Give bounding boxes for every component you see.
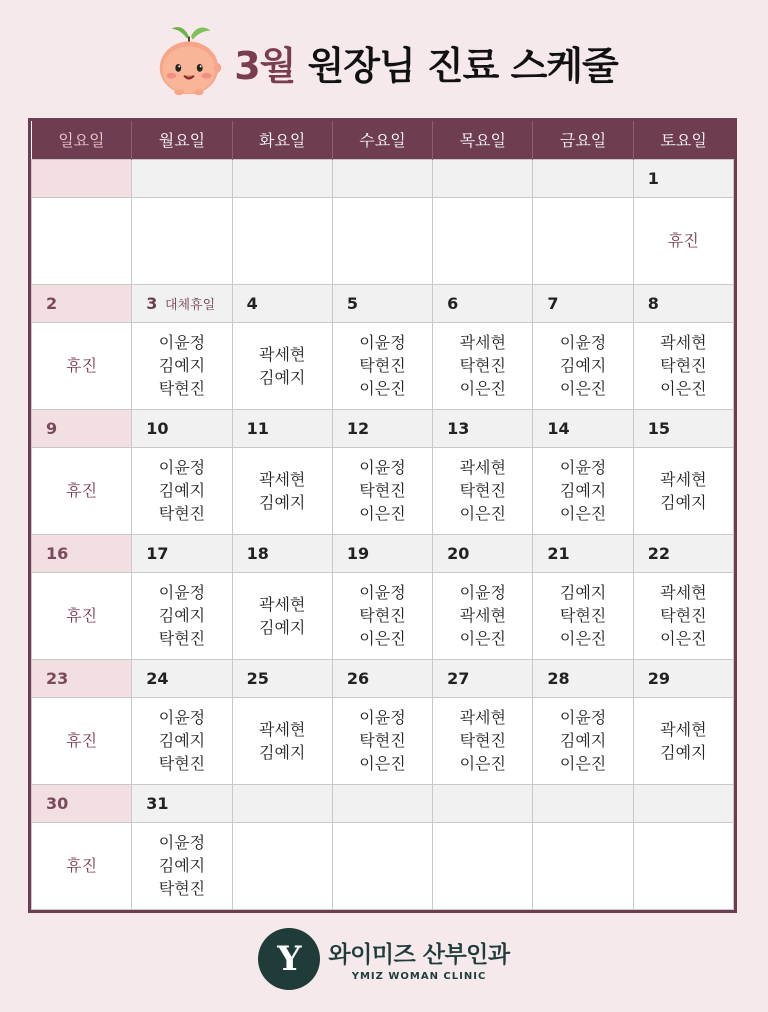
doctor-name: 김예지 <box>259 492 306 512</box>
doctor-name: 탁현진 <box>158 379 206 399</box>
date-cell <box>332 409 432 447</box>
schedule-calendar <box>28 118 737 913</box>
date-row <box>32 159 734 197</box>
date-cell <box>32 534 132 572</box>
title-month: 3월 <box>234 43 296 88</box>
date-cell <box>332 534 432 572</box>
date-number: 14 <box>547 418 570 438</box>
empty-doctor-cell <box>232 197 332 284</box>
date-row <box>32 659 734 697</box>
date-row <box>32 284 734 322</box>
date-number: 23 <box>46 668 69 688</box>
date-number: 15 <box>647 418 670 438</box>
date-number: 27 <box>447 668 470 688</box>
doctor-name: 김예지 <box>660 742 707 762</box>
doctor-name: 이윤정 <box>359 458 406 478</box>
date-number: 21 <box>547 543 570 563</box>
empty-doctor-cell <box>332 822 432 909</box>
closed-label: 휴진 <box>66 356 98 376</box>
doctor-name: 이은진 <box>660 379 707 399</box>
doctor-name: 이윤정 <box>559 708 607 728</box>
doctor-name: 이은진 <box>359 379 406 399</box>
doctor-name: 이윤정 <box>158 458 206 478</box>
date-cell <box>433 534 533 572</box>
empty-doctor-cell <box>533 822 633 909</box>
doctor-cell <box>633 197 733 284</box>
date-cell <box>533 534 633 572</box>
doctor-name: 탁현진 <box>158 754 206 774</box>
empty-date-cell <box>633 784 733 822</box>
doctor-name: 김예지 <box>559 356 607 376</box>
date-cell <box>633 159 733 197</box>
doctor-name: 이은진 <box>559 504 607 524</box>
doctor-row <box>32 822 734 909</box>
peach-mascot-icon <box>150 23 228 101</box>
doctor-cell <box>232 322 332 409</box>
date-number: 24 <box>146 668 169 688</box>
doctor-row <box>32 572 734 659</box>
doctor-name: 곽세현 <box>660 333 707 353</box>
doctor-name: 이은진 <box>359 629 406 649</box>
doctor-cell <box>433 322 533 409</box>
doctor-name: 김예지 <box>158 856 206 876</box>
doctor-name: 김예지 <box>559 583 607 603</box>
doctor-cell <box>533 697 633 784</box>
doctor-name: 이윤정 <box>359 583 406 603</box>
date-cell <box>132 784 232 822</box>
doctor-name: 탁현진 <box>459 481 506 501</box>
doctor-name: 곽세현 <box>259 469 306 489</box>
date-cell <box>232 284 332 322</box>
doctor-name: 이은진 <box>359 754 406 774</box>
doctor-cell <box>633 322 733 409</box>
doctor-name: 곽세현 <box>259 344 306 364</box>
doctor-name: 이은진 <box>559 379 607 399</box>
date-cell <box>132 659 232 697</box>
doctor-name: 김예지 <box>158 481 206 501</box>
doctor-name: 탁현진 <box>359 606 406 626</box>
date-number: 28 <box>547 668 570 688</box>
date-cell <box>132 534 232 572</box>
closed-label: 휴진 <box>66 606 98 626</box>
doctor-cell <box>32 822 132 909</box>
closed-label: 휴진 <box>66 731 98 751</box>
doctor-name: 탁현진 <box>660 356 707 376</box>
closed-label: 휴진 <box>667 231 699 251</box>
date-number: 2 <box>46 293 58 313</box>
empty-doctor-cell <box>32 197 132 284</box>
date-cell <box>332 659 432 697</box>
doctor-name: 곽세현 <box>459 606 506 626</box>
page-header <box>0 14 768 110</box>
calendar-body <box>32 159 734 910</box>
weekday-header-row <box>32 121 734 159</box>
doctor-name: 곽세현 <box>259 594 306 614</box>
weekday-header-sat: 토요일 <box>633 121 733 159</box>
doctor-name: 이은진 <box>559 754 607 774</box>
date-number: 16 <box>46 543 69 563</box>
doctor-name: 탁현진 <box>359 481 406 501</box>
empty-date-cell <box>433 784 533 822</box>
doctor-name: 곽세현 <box>660 583 707 603</box>
doctor-cell <box>633 447 733 534</box>
date-cell <box>533 284 633 322</box>
date-number: 10 <box>146 418 169 438</box>
doctor-name: 곽세현 <box>259 719 306 739</box>
doctor-cell <box>32 697 132 784</box>
doctor-cell <box>433 697 533 784</box>
doctor-name: 탁현진 <box>158 504 206 524</box>
empty-date-cell <box>132 159 232 197</box>
doctor-cell <box>232 572 332 659</box>
doctor-name: 곽세현 <box>459 708 506 728</box>
doctor-name: 이윤정 <box>559 333 607 353</box>
doctor-name: 이윤정 <box>158 833 206 853</box>
doctor-cell <box>32 322 132 409</box>
empty-date-cell <box>332 159 432 197</box>
weekday-header-thu: 목요일 <box>433 121 533 159</box>
doctor-name: 김예지 <box>158 356 206 376</box>
date-cell <box>433 409 533 447</box>
date-number: 29 <box>647 668 670 688</box>
holiday-note: 대체휴일 <box>165 297 216 313</box>
weekday-header-fri: 금요일 <box>533 121 633 159</box>
doctor-cell <box>633 572 733 659</box>
date-cell <box>232 409 332 447</box>
weekday-header-wed: 수요일 <box>332 121 432 159</box>
date-cell <box>533 659 633 697</box>
date-number: 8 <box>647 293 659 313</box>
empty-doctor-cell <box>533 197 633 284</box>
date-number: 31 <box>146 793 169 813</box>
doctor-cell <box>232 697 332 784</box>
date-row <box>32 534 734 572</box>
doctor-name: 이윤정 <box>158 333 206 353</box>
doctor-name: 탁현진 <box>158 879 206 899</box>
empty-date-cell <box>232 784 332 822</box>
date-cell <box>32 409 132 447</box>
doctor-name: 탁현진 <box>359 731 406 751</box>
doctor-cell <box>132 572 232 659</box>
clinic-logo-mark-icon: Y <box>258 928 320 990</box>
date-cell <box>633 284 733 322</box>
date-cell <box>232 659 332 697</box>
doctor-name: 김예지 <box>559 731 607 751</box>
doctor-name: 이윤정 <box>158 708 206 728</box>
date-cell <box>332 284 432 322</box>
doctor-name: 이은진 <box>459 504 506 524</box>
date-cell <box>533 409 633 447</box>
doctor-row <box>32 447 734 534</box>
doctor-cell <box>533 322 633 409</box>
doctor-name: 이은진 <box>559 629 607 649</box>
doctor-name: 곽세현 <box>459 333 506 353</box>
date-number: 9 <box>46 418 58 438</box>
date-cell <box>32 284 132 322</box>
doctor-name: 이은진 <box>359 504 406 524</box>
date-cell <box>433 284 533 322</box>
date-cell <box>32 784 132 822</box>
doctor-cell <box>132 822 232 909</box>
date-number: 4 <box>246 293 258 313</box>
empty-date-cell <box>32 159 132 197</box>
date-cell <box>433 659 533 697</box>
doctor-name: 이은진 <box>459 379 506 399</box>
doctor-name: 이윤정 <box>359 333 406 353</box>
date-number: 6 <box>447 293 459 313</box>
date-number: 20 <box>447 543 470 563</box>
doctor-name: 이윤정 <box>459 583 506 603</box>
doctor-cell <box>132 322 232 409</box>
doctor-cell <box>633 697 733 784</box>
doctor-name: 김예지 <box>559 481 607 501</box>
doctor-name: 탁현진 <box>559 606 607 626</box>
empty-date-cell <box>332 784 432 822</box>
weekday-header-mon: 월요일 <box>132 121 232 159</box>
doctor-cell <box>533 447 633 534</box>
doctor-name: 김예지 <box>158 731 206 751</box>
date-number: 22 <box>647 543 670 563</box>
doctor-cell <box>433 572 533 659</box>
closed-label: 휴진 <box>66 856 98 876</box>
doctor-cell <box>132 697 232 784</box>
date-number: 30 <box>46 793 69 813</box>
date-number: 3 <box>146 293 158 313</box>
date-cell <box>32 659 132 697</box>
title-text: 원장님 진료 스케줄 <box>307 43 618 88</box>
clinic-logo <box>0 924 768 994</box>
doctor-name: 김예지 <box>158 606 206 626</box>
date-number: 1 <box>647 168 659 188</box>
doctor-row <box>32 322 734 409</box>
date-cell <box>633 659 733 697</box>
doctor-row <box>32 197 734 284</box>
doctor-name: 곽세현 <box>660 469 707 489</box>
weekday-header-sun: 일요일 <box>32 121 132 159</box>
date-number: 18 <box>246 543 269 563</box>
doctor-name: 탁현진 <box>660 606 707 626</box>
doctor-name: 이윤정 <box>559 458 607 478</box>
doctor-cell <box>32 447 132 534</box>
doctor-cell <box>533 572 633 659</box>
doctor-name: 김예지 <box>259 367 306 387</box>
doctor-cell <box>332 697 432 784</box>
weekday-header-tue: 화요일 <box>232 121 332 159</box>
doctor-name: 김예지 <box>259 617 306 637</box>
empty-doctor-cell <box>132 197 232 284</box>
doctor-name: 탁현진 <box>359 356 406 376</box>
doctor-name: 곽세현 <box>660 719 707 739</box>
doctor-cell <box>132 447 232 534</box>
date-cell <box>633 534 733 572</box>
doctor-name: 이은진 <box>459 629 506 649</box>
empty-date-cell <box>433 159 533 197</box>
clinic-name-korean: 와이미즈 산부인과 <box>328 942 510 968</box>
empty-doctor-cell <box>332 197 432 284</box>
empty-date-cell <box>533 784 633 822</box>
date-number: 5 <box>346 293 358 313</box>
page-title <box>234 35 618 90</box>
doctor-cell <box>32 572 132 659</box>
clinic-logo-text <box>328 936 509 982</box>
empty-doctor-cell <box>232 822 332 909</box>
doctor-name: 이은진 <box>459 754 506 774</box>
doctor-name: 김예지 <box>660 492 707 512</box>
closed-label: 휴진 <box>66 481 98 501</box>
date-number: 12 <box>346 418 370 438</box>
date-row <box>32 409 734 447</box>
doctor-name: 이은진 <box>660 629 707 649</box>
date-number: 25 <box>246 668 269 688</box>
doctor-name: 김예지 <box>259 742 306 762</box>
doctor-name: 이윤정 <box>359 708 406 728</box>
empty-doctor-cell <box>433 197 533 284</box>
empty-doctor-cell <box>633 822 733 909</box>
date-number: 7 <box>547 293 559 313</box>
date-cell <box>132 409 232 447</box>
doctor-name: 탁현진 <box>459 731 506 751</box>
doctor-cell <box>433 447 533 534</box>
doctor-cell <box>332 447 432 534</box>
empty-date-cell <box>533 159 633 197</box>
doctor-cell <box>332 322 432 409</box>
date-row <box>32 784 734 822</box>
date-number: 19 <box>346 543 370 563</box>
date-number: 11 <box>246 418 269 438</box>
date-cell <box>232 534 332 572</box>
date-cell <box>633 409 733 447</box>
date-number: 13 <box>447 418 470 438</box>
date-number: 26 <box>346 668 370 688</box>
empty-date-cell <box>232 159 332 197</box>
doctor-name: 이윤정 <box>158 583 206 603</box>
doctor-name: 곽세현 <box>459 458 506 478</box>
doctor-name: 탁현진 <box>459 356 506 376</box>
date-cell <box>132 284 232 322</box>
empty-doctor-cell <box>433 822 533 909</box>
date-number: 17 <box>146 543 169 563</box>
doctor-name: 탁현진 <box>158 629 206 649</box>
doctor-cell <box>232 447 332 534</box>
doctor-cell <box>332 572 432 659</box>
calendar-table <box>31 121 734 910</box>
clinic-name-english: YMIZ WOMAN CLINIC <box>351 971 487 982</box>
doctor-row <box>32 697 734 784</box>
